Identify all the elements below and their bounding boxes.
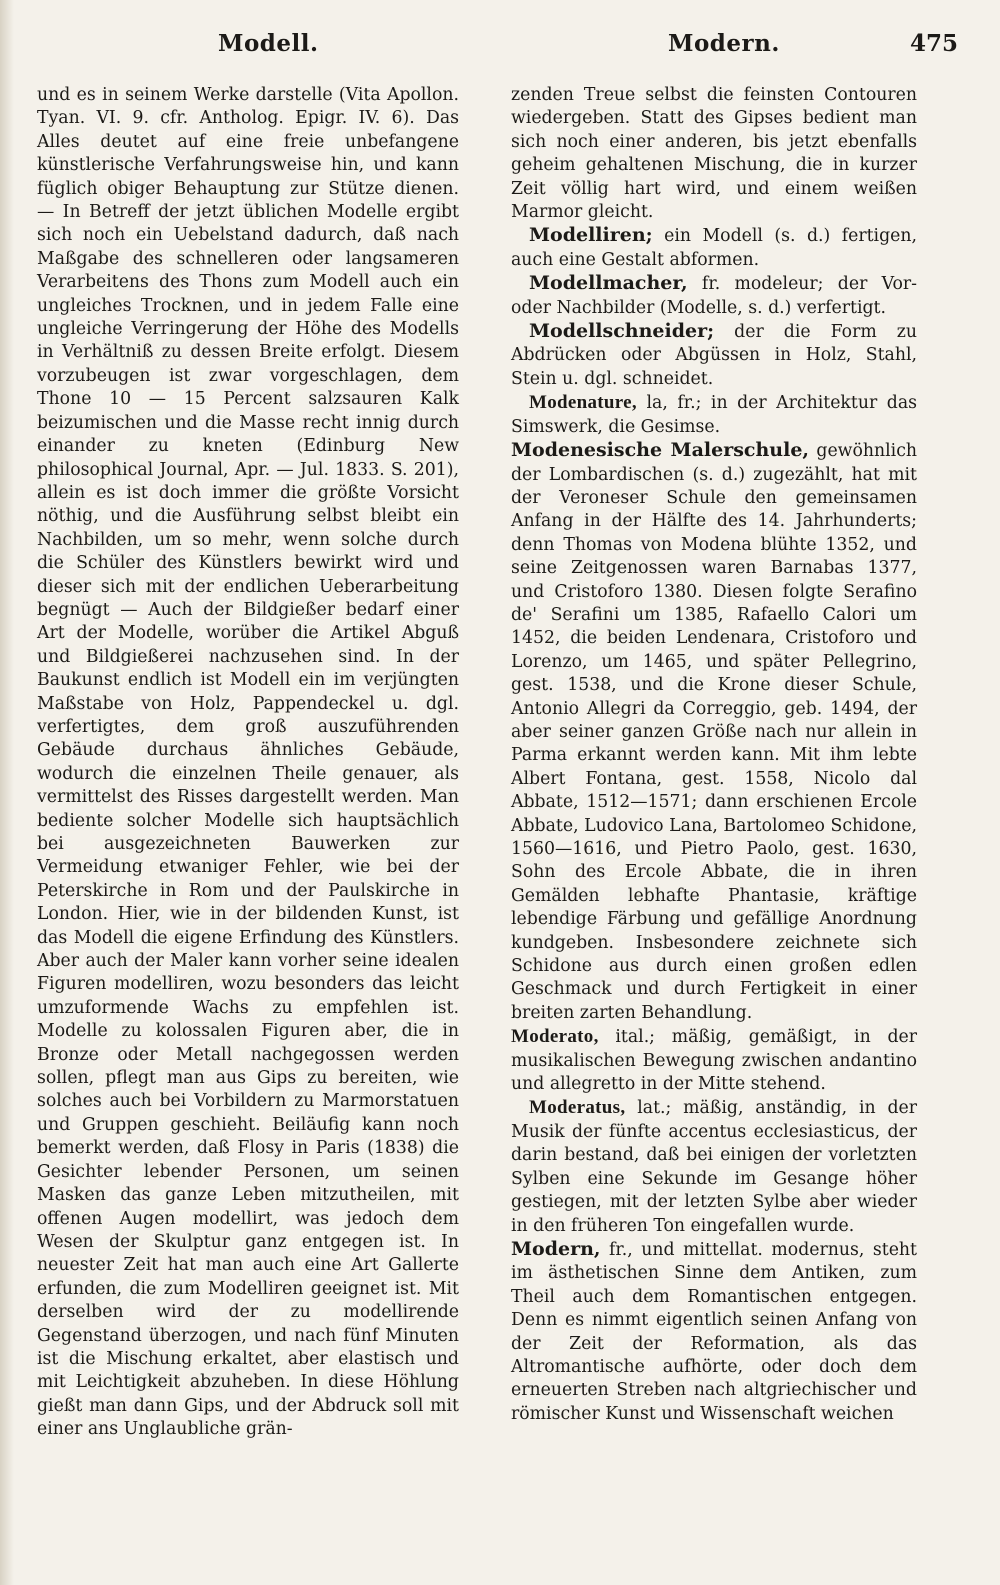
header-left-keyword: Modell. — [218, 30, 319, 57]
header-right-keyword: Modern. — [668, 30, 780, 57]
continuation-text: zenden Treue selbst die feinsten Contouren wiedergeben. Statt des Gipses bedient man sich noch einer anderen, bis jetzt ebenfalls geheim gehaltenen Mischung, die in kurzer Zeit völlig hart wird, und einem weißen Marmor gleicht. — [511, 85, 917, 223]
entry-modellschneider — [511, 320, 917, 391]
entry-headword: Modenesische Malerschule, — [511, 439, 810, 462]
left-column-text: und es in seinem Werke darstelle (Vita Apollon. Tyan. VI. 9. cfr. Antholog. Epigr. IV. 6). Das Alles deutet auf eine freie unbefangene künstlerische Verfahrungsweise hin, und kann füglich obiger Behauptung zur Stütze dienen. — In Betreff der jetzt üblichen Modelle ergibt sich noch ein Uebelstand dadurch, daß nach Maßgabe des schnelleren oder langsameren Verarbeitens des Thons zum Modell auch ein ungleiches Trocknen, und in jedem Falle eine ungleiche Verringerung der Höhe des Modells in Verhältniß zu dessen Breite erfolgt. Diesem vorzubeugen ist zwar vorgeschlagen, dem Thone 10 — 15 Percent salzsauren Kalk beizumischen und die Masse recht innig durch einander zu kneten (Edinburg New philosophical Journal, Apr. — Jul. 1833. S. 201), allein es ist doch immer die größte Vorsicht nöthig, und die Ausführung selbst bleibt ein Nachbilden, um so mehr, wenn solche durch die Schüler des Künstlers bewirkt wird und dieser sich mit der endlichen Ueberarbeitung begnügt — Auch der Bildgießer bedarf einer Art der Modelle, worüber die Artikel Abguß und Bildgießerei nachzusehen sind. In der Baukunst endlich ist Modell ein im verjüngten Maßstabe von Holz, Pappendeckel u. dgl. verfertigtes, dem groß auszuführenden Gebäude durchaus ähnliches Gebäude, wodurch die einzelnen Theile genauer, als vermittelst des Risses dargestellt werden. Man bediente solcher Modelle sich hauptsächlich bei ausgezeichneten Bauwerken zur Vermeidung etwaniger Fehler, wie bei der Peterskirche in Rom und der Paulskirche in London. Hier, wie in der bildenden Kunst, ist das Modell die eigene Erfindung des Künstlers. Aber auch der Maler kann vorher seine idealen Figuren modelliren, wozu besonders das leicht umzuformende Wachs zu empfehlen ist. Modelle zu kolossalen Figuren aber, die in Bronze oder Metall nachgegossen werden sollen, pflegt man aus Gips zu bereiten, wie solches auch bei Vorbildern zu Marmorstatuen und Gruppen geschieht. Beiläufig kann noch bemerkt werden, daß Flosy in Paris (1838) die Gesichter lebender Personen, um seinen Masken das ganze Leben mitzutheilen, mit offenen Augen modellirt, was jedoch dem Wesen der Skulptur ganz entgegen ist. In neuester Zeit hat man auch eine Art Gallerte erfunden, die zum Modelliren geeignet ist. Mit derselben wird der zu modellirende Gegenstand überzogen, und nach fünf Minuten ist die Mischung erkaltet, aber elastisch und mit Leichtigkeit abzuheben. In diese Höhlung gießt man dann Gips, und der Abdruck soll mit einer ans Unglaubliche grän- — [37, 85, 459, 1440]
right-column — [511, 84, 917, 1426]
entry-moderatus — [511, 1096, 917, 1237]
entry-body: der die Form zu Abdrücken oder Abgüssen in Holz, Stahl, Stein u. dgl. schneidet. — [511, 322, 917, 389]
entry-moderato — [511, 1025, 917, 1096]
entry-body: ein Modell (s. d.) fertigen, auch eine Gestalt abformen. — [511, 226, 917, 270]
entry-modenature — [511, 391, 917, 439]
entry-modelliren — [511, 224, 917, 272]
entry-body: lat.; mäßig, anständig, in der Musik der fünfte accentus ecclesiasticus, der darin bestand, daß bei einigen der vorletzten Sylben eine Sekunde im Gesange höher gestiegen, mit der letzten Sylbe aber wieder in den früheren Ton eingefallen wurde. — [511, 1098, 917, 1236]
entry-body: fr. modeleur; der Vor- oder Nachbilder (Modelle, s. d.) verfertigt. — [511, 274, 917, 318]
entry-body: ital.; mäßig, gemäßigt, in der musikalischen Bewegung zwischen andantino und allegretto in der Mitte stehend. — [511, 1027, 917, 1095]
entry-modenesische-malerschule — [511, 439, 917, 1025]
running-header — [0, 30, 1000, 70]
entry-body: la, fr.; in der Architektur das Simswerk, die Gesimse. — [511, 393, 917, 437]
entry-modellmacher — [511, 272, 917, 320]
entry-modern — [511, 1238, 917, 1426]
entry-body: fr., und mittellat. modernus, steht im ästhetischen Sinne dem Antiken, zum Theil auch dem Romantischen entgegen. Denn es nimmt eigentlich seinen Anfang von der Zeit der Reformation, als das Altromantische aufhörte, oder doch dem erneuerten Streben nach altgriechischer und römischer Kunst und Wissenschaft weichen — [511, 1239, 917, 1424]
entry-headword: Modellschneider; — [529, 320, 715, 343]
entry-headword: Moderatus, — [529, 1097, 626, 1119]
entry-headword: Modellmacher, — [529, 272, 688, 295]
page-number: 475 — [910, 30, 959, 57]
entry-headword: Modern, — [511, 1237, 601, 1260]
entry-headword: Modelliren; — [529, 224, 653, 247]
entry-headword: Modenature, — [529, 392, 637, 414]
entry-body: gewöhnlich der Lombardischen (s. d.) zugezählt, hat mit der Veroneser Schule den gemeinsamen Anfang in der Hälfte des 14. Jahrhunderts; denn Thomas von Modena blühte 1352, und seine Zeitgenossen waren Barnabas 1377, und Cristoforo 1380. Diesen folgte Serafino de' Serafini um 1385, Rafaello Calori um 1452, die beiden Lendenara, Cristoforo und Lorenzo, um 1465, und später Pellegrino, gest. 1538, und die Krone dieser Schule, Antonio Allegri da Correggio, geb. 1494, der aber seiner ganzen Größe nach nur allein in Parma erkannt werden kann. Mit ihm lebte Albert Fontana, gest. 1558, Nicolo dal Abbate, 1512—1571; dann erschienen Ercole Abbate, Ludovico Lana, Bartolomeo Schidone, 1560—1616, und Pietro Paolo, gest. 1630, Sohn des Ercole Abbate, die in ihren Gemälden lebhafte Phantasie, kräftige lebendige Färbung und gefällige Anordnung kundgeben. Insbesondere zeichnete sich Schidone aus durch einen großen edlen Geschmack und durch Fertigkeit in einer breiten zarten Behandlung. — [511, 441, 917, 1023]
entry-headword: Moderato, — [511, 1026, 599, 1048]
page-edge-shadow — [0, 0, 14, 1585]
left-column — [37, 84, 459, 1442]
